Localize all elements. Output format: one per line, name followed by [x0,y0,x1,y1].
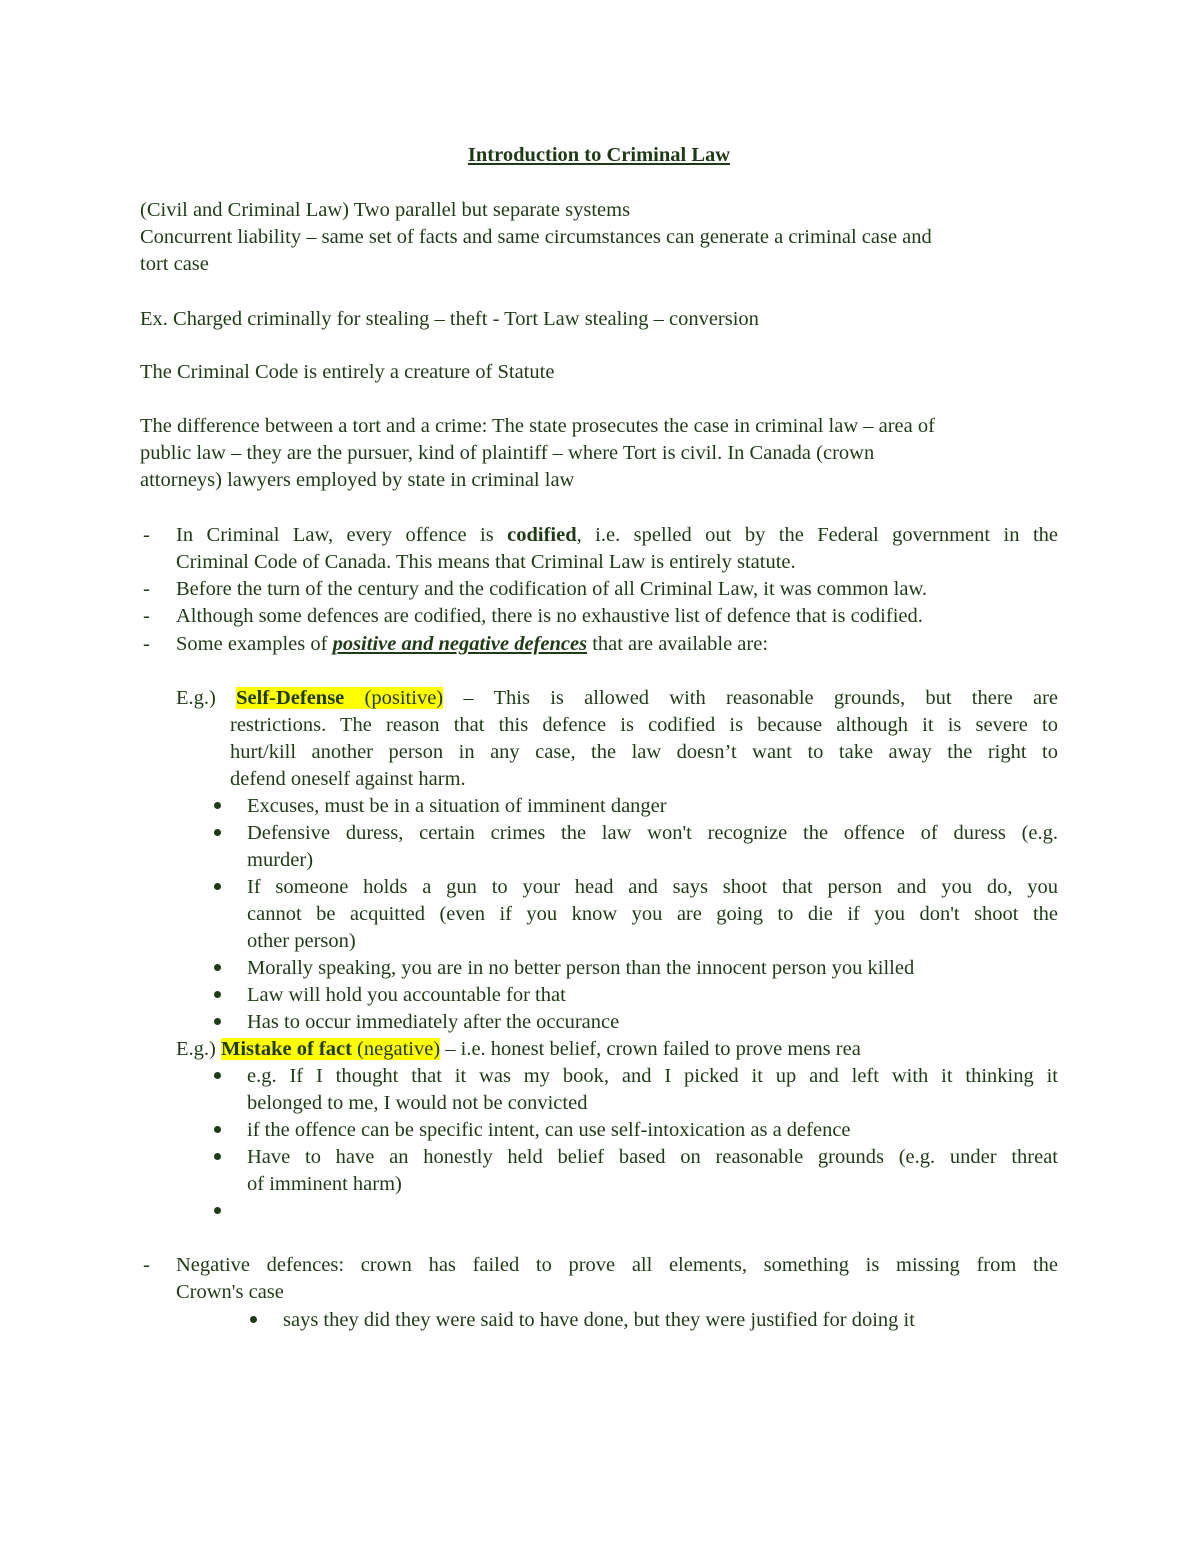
bullet-dot-icon [214,1072,221,1079]
self-defense-item-6: Has to occur immediately after the occurance [247,1011,620,1033]
bullet-dot-icon [214,1126,221,1133]
defences-term: positive and negative defences [332,633,588,655]
intro-line-2: Concurrent liability – same set of facts and same circumstances can generate a criminal case and [140,226,932,248]
self-defense-item-1: Excuses, must be in a situation of imminent danger [247,795,667,817]
negative-defences-line-1: Negative defences: crown has failed to prove all elements, something is missing from the [176,1254,1058,1276]
self-defense-heading: E.g.) Self-Defense (positive) – This is allowed with reasonable grounds, but there are [176,687,1059,709]
bullet-dot-icon [214,964,221,971]
statute-line: The Criminal Code is entirely a creature of Statute [140,361,555,383]
self-defense-item-2: Defensive duress, certain crimes the law won't recognize the offence of duress (e.g. [247,822,1058,844]
self-defense-item-3: If someone holds a gun to your head and says shoot that person and you do, you [247,876,1058,898]
document-title: Introduction to Criminal Law [467,144,731,166]
self-defense-item-3-cont-2: other person) [247,930,356,952]
bullet-dot-icon [214,991,221,998]
bullet-dot-icon [214,1018,221,1025]
self-defense-item-4: Morally speaking, you are in no better person than the innocent person you killed [247,957,915,979]
mistake-of-fact-heading: E.g.) Mistake of fact (negative) – i.e. honest belief, crown failed to prove mens rea [176,1038,861,1060]
bullet-dot-icon [214,1207,221,1214]
list-item-common-law: Before the turn of the century and the codification of all Criminal Law, it was common law. [176,578,928,600]
dash-marker: - [143,605,150,627]
self-defense-line-3: hurt/kill another person in any case, the law doesn’t want to take away the right to [230,741,1058,763]
difference-line-3: attorneys) lawyers employed by state in criminal law [140,469,575,491]
bullet-dot-icon [214,883,221,890]
self-defense-item-2-cont: murder) [247,849,314,871]
bullet-dot-icon [214,1153,221,1160]
self-defense-item-3-cont: cannot be acquitted (even if you know you are going to die if you don't shoot the [247,903,1058,925]
self-defense-highlight: Self-Defense (positive) [236,687,444,709]
list-item-examples: Some examples of positive and negative defences that are available are: [176,633,769,655]
bullet-dot-icon [250,1316,257,1323]
negative-defences-line-2: Crown's case [176,1281,284,1303]
mistake-item-1: e.g. If I thought that it was my book, and I picked it up and left with it thinking it [247,1065,1058,1087]
mistake-item-1-cont: belonged to me, I would not be convicted [247,1092,588,1114]
list-item-codified-cont: Criminal Code of Canada. This means that Criminal Law is entirely statute. [176,551,796,573]
mistake-item-3-cont: of imminent harm) [247,1173,402,1195]
intro-line-3: tort case [140,253,209,275]
dash-marker: - [143,524,150,546]
mistake-item-3: Have to have an honestly held belief based on reasonable grounds (e.g. under threat [247,1146,1058,1168]
mistake-item-2: if the offence can be specific intent, can use self-intoxication as a defence [247,1119,851,1141]
list-item-codified: In Criminal Law, every offence is codified, i.e. spelled out by the Federal government in the [176,524,1058,546]
dash-marker: - [143,633,150,655]
intro-line-1: (Civil and Criminal Law) Two parallel but separate systems [140,199,631,221]
codified-term: codified [507,524,577,546]
difference-line-2: public law – they are the pursuer, kind of plaintiff – where Tort is civil. In Canada (crown [140,442,875,464]
dash-marker: - [143,578,150,600]
dash-marker: - [143,1254,150,1276]
difference-line-1: The difference between a tort and a crime: The state prosecutes the case in criminal law – area of [140,415,935,437]
negative-defences-sub-item: says they did they were said to have done, but they were justified for doing it [283,1309,915,1331]
self-defense-line-4: defend oneself against harm. [230,768,466,790]
self-defense-item-5: Law will hold you accountable for that [247,984,566,1006]
bullet-dot-icon [214,829,221,836]
bullet-dot-icon [214,802,221,809]
mistake-highlight: Mistake of fact (negative) [220,1038,441,1060]
list-item-exhaustive: Although some defences are codified, there is no exhaustive list of defence that is codified. [176,605,923,627]
example-line: Ex. Charged criminally for stealing – theft - Tort Law stealing – conversion [140,308,759,330]
self-defense-line-2: restrictions. The reason that this defence is codified is because although it is severe to [230,714,1058,736]
